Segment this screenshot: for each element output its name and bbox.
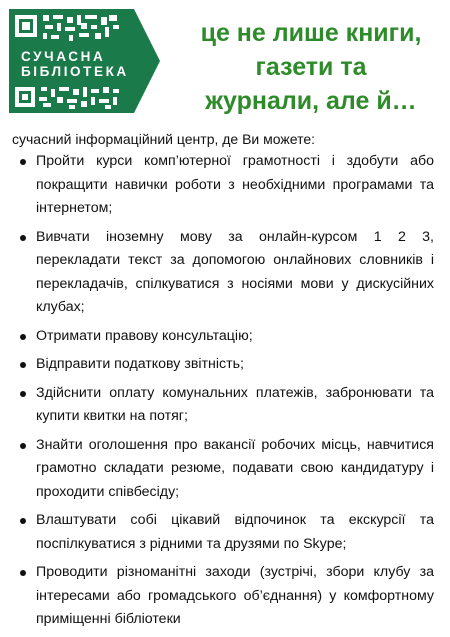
logo-line-1: СУЧАСНА [21, 49, 106, 64]
page-headline [176, 16, 446, 118]
services-list [14, 150, 434, 637]
list-item: Проводити різноманітні заходи (зустрічі, збори клубу за інтересами або громадського об’єднання) у комфортному приміщенні бібліотеки [14, 561, 434, 632]
list-item: Вивчати іноземну мову за онлайн-курсом 1 2 3, перекладати текст за допомогою онлайнових словників і перекладачів, спілкуватися з носіями мови у дискусійних клубах; [14, 226, 434, 320]
list-item: Відправити податкову звітність; [14, 353, 434, 377]
library-logo [9, 9, 167, 113]
headline-line-3: журнали, але й… [205, 87, 417, 115]
list-item: Знайти оголошення про вакансії робочих місць, навчитися грамотно складати резюме, подавати свою кандидатуру і проходити співбесіду; [14, 434, 434, 505]
logo-line-2: БІБЛІОТЕКА [21, 64, 129, 79]
list-item: Здійснити оплату комунальних платежів, забронювати та купити квитки на потяг; [14, 382, 434, 429]
list-item: Пройти курси комп’ютерної грамотності і здобути або покращити навички роботи з необхідними програмами та інтернетом; [14, 150, 434, 221]
logo-text [21, 49, 141, 79]
list-item: Отримати правову консультацію; [14, 325, 434, 349]
intro-text: сучасний інформаційний центр, де Ви можете: [12, 131, 316, 147]
list-item: Влаштувати собі цікавий відпочинок та екскурсії та поспілкуватися з рідними та друзями по Skype; [14, 509, 434, 556]
headline-line-1: це не лише книги, [200, 19, 422, 47]
headline-line-2: газети та [255, 53, 367, 81]
